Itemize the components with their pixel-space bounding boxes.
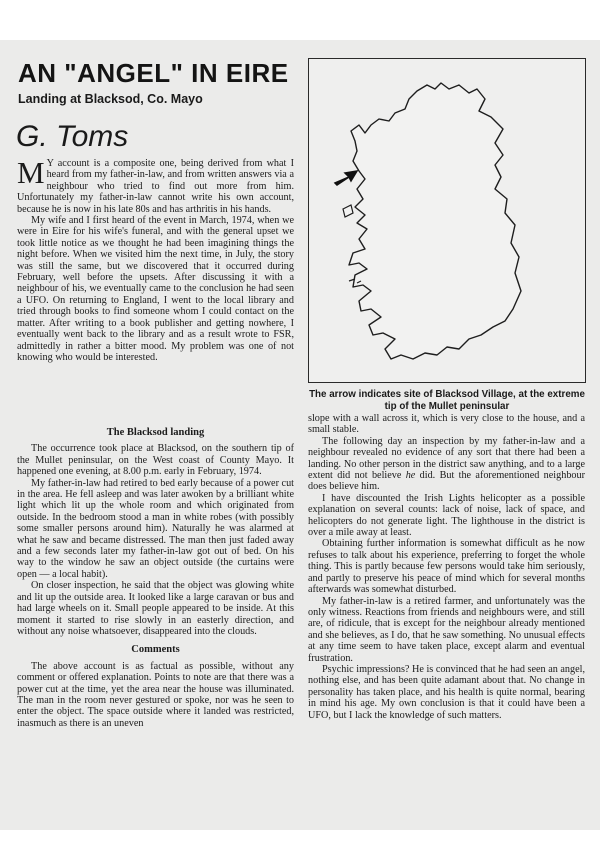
article-title: AN "ANGEL" IN EIRE: [18, 58, 289, 88]
emphasis-he: he: [405, 470, 416, 482]
left-column: [17, 420, 294, 729]
section-heading-landing: The Blacksod landing: [106, 427, 205, 438]
landing-paragraph-2: My father-in-law had retired to bed early because of a power cut in the area. He fell asleep and was later awoken by a brilliant white light which lit up the whole room and which originated from outside. In the bedroom stood a man in white robes (with possibly some smaller persons around him). Naturally he was alarmed at what he saw and became distressed. The man then just faded away and a few seconds later my father-in-law got out of bed. On his way to the window he saw an object outside (the curtains were open — a local habit).: [17, 477, 294, 580]
comments-paragraph-2-part-a: The following day an inspection by my father-in-law and a neighbour revealed no evidence of any sort that there had been a landing. No other person in the district saw anything, and to a large extent did not believe: [308, 435, 585, 482]
achill-island: [343, 205, 353, 217]
landing-paragraph-1: The occurrence took place at Blacksod, on the southern tip of the Mullet peninsular, on the West coast of County Mayo. It happened one evening, at 8.00 p.m. early in February, 1974.: [17, 443, 294, 478]
intro-paragraph-1: [17, 155, 294, 215]
intro-paragraph-2: My wife and I first heard of the event in March, 1974, when we were in Eire for his wife's funeral, and with the general upset we took little notice as we thought he had been imagining things the night before. When we visited him the next time, in July, the story was still the same, but we discovered that it occurred during February, well before the upsets. After discussing it with a neighbour of his, we eventually came to the conclusion he had seen a UFO. On returning to England, I went to the local library and tried through books to find someone whom I could contact on the matter. After writing to a book publisher and getting nowhere, I eventually went back to the library and as a result wrote to FSR, admittedly in rather a bitter mood. My problem was one of not knowing who would be interested.: [17, 215, 294, 363]
intro-column: [17, 155, 294, 363]
comments-paragraph-1-continued: slope with a wall across it, which is very close to the house, and a small stable.: [308, 413, 585, 436]
comments-paragraph-6: Psychic impressions? He is convinced that he had seen an angel, nothing else, and has been quite adamant about that. No change in personality has taken place, and his health is quite normal, bearing in mind his age. My own conclusion is that it could have been a UFO, but I lack the knowledge of such matters.: [308, 663, 585, 721]
intro-paragraph-1-text: Y account is a composite one, being derived from what I heard from my father-in-law, and from written answers via a neighbour who tried to find out more from him. Unfortunately my father-in-law cannot write his own account, because he is now in his late 80s and has arthritis in his hands.: [17, 158, 294, 215]
section-heading-comments: Comments: [131, 644, 180, 656]
ireland-map-figure: [308, 58, 586, 383]
landing-paragraph-3: On closer inspection, he said that the object was glowing white and lit up the outside area. It looked like a large caravan or bus and had large wheels on it. Small people appeared to be inside. At this moment it started to rise slowly in an easterly direction, and without any noise whatsoever, disappeared into the clouds.: [17, 580, 294, 637]
comments-paragraph-2: [308, 436, 585, 493]
comments-paragraph-3: I have discounted the Irish Lights helicopter as a possible explanation on several counts: lack of noise, lack of space, and helicopters do not generate light. The lighthouse in the district is over a mile away at least.: [308, 492, 585, 539]
comments-paragraph-2-part-b: did. But the aforementioned neighbour does believe him.: [308, 470, 585, 493]
comments-paragraph-5: My father-in-law is a retired farmer, and unfortunately was the only witness. Reactions from friends and neighbours were, and still are, of ridicule, that is except for the neighbour already mentioned and she believes, as I do, that he saw something. No unusual effects at any time seem to have taken place, except alarm and eventual frustration.: [308, 595, 585, 664]
magazine-page: [0, 40, 600, 830]
comments-paragraph-4: Obtaining further information is somewhat difficult as he now refuses to talk about his experience, preferring to forget the whole thing. This is partly because few persons would take him seriously, and partly to preserve his peace of mind which for several months afterwards was somewhat disturbed.: [308, 538, 585, 596]
comments-paragraph-1: The above account is as factual as possible, without any comment or offered explanation. Points to note are that there was a power cut at the time, yet the area near the house was illuminated. The man in the room never gestured or spoke, nor was he seen to enter the object. The space outside where it landed was restricted, inasmuch as there is an uneven: [17, 660, 294, 729]
blacksod-arrow: [335, 171, 357, 185]
author-name: G. Toms: [16, 120, 129, 153]
ireland-coastline: [349, 83, 521, 359]
article-subtitle: Landing at Blacksod, Co. Mayo: [18, 92, 203, 106]
drop-cap: M: [17, 155, 45, 190]
ireland-outline-map: [309, 59, 585, 382]
map-caption: The arrow indicates site of Blacksod Village, at the extreme tip of the Mullet peninsular: [309, 389, 585, 412]
right-column: [308, 413, 585, 721]
